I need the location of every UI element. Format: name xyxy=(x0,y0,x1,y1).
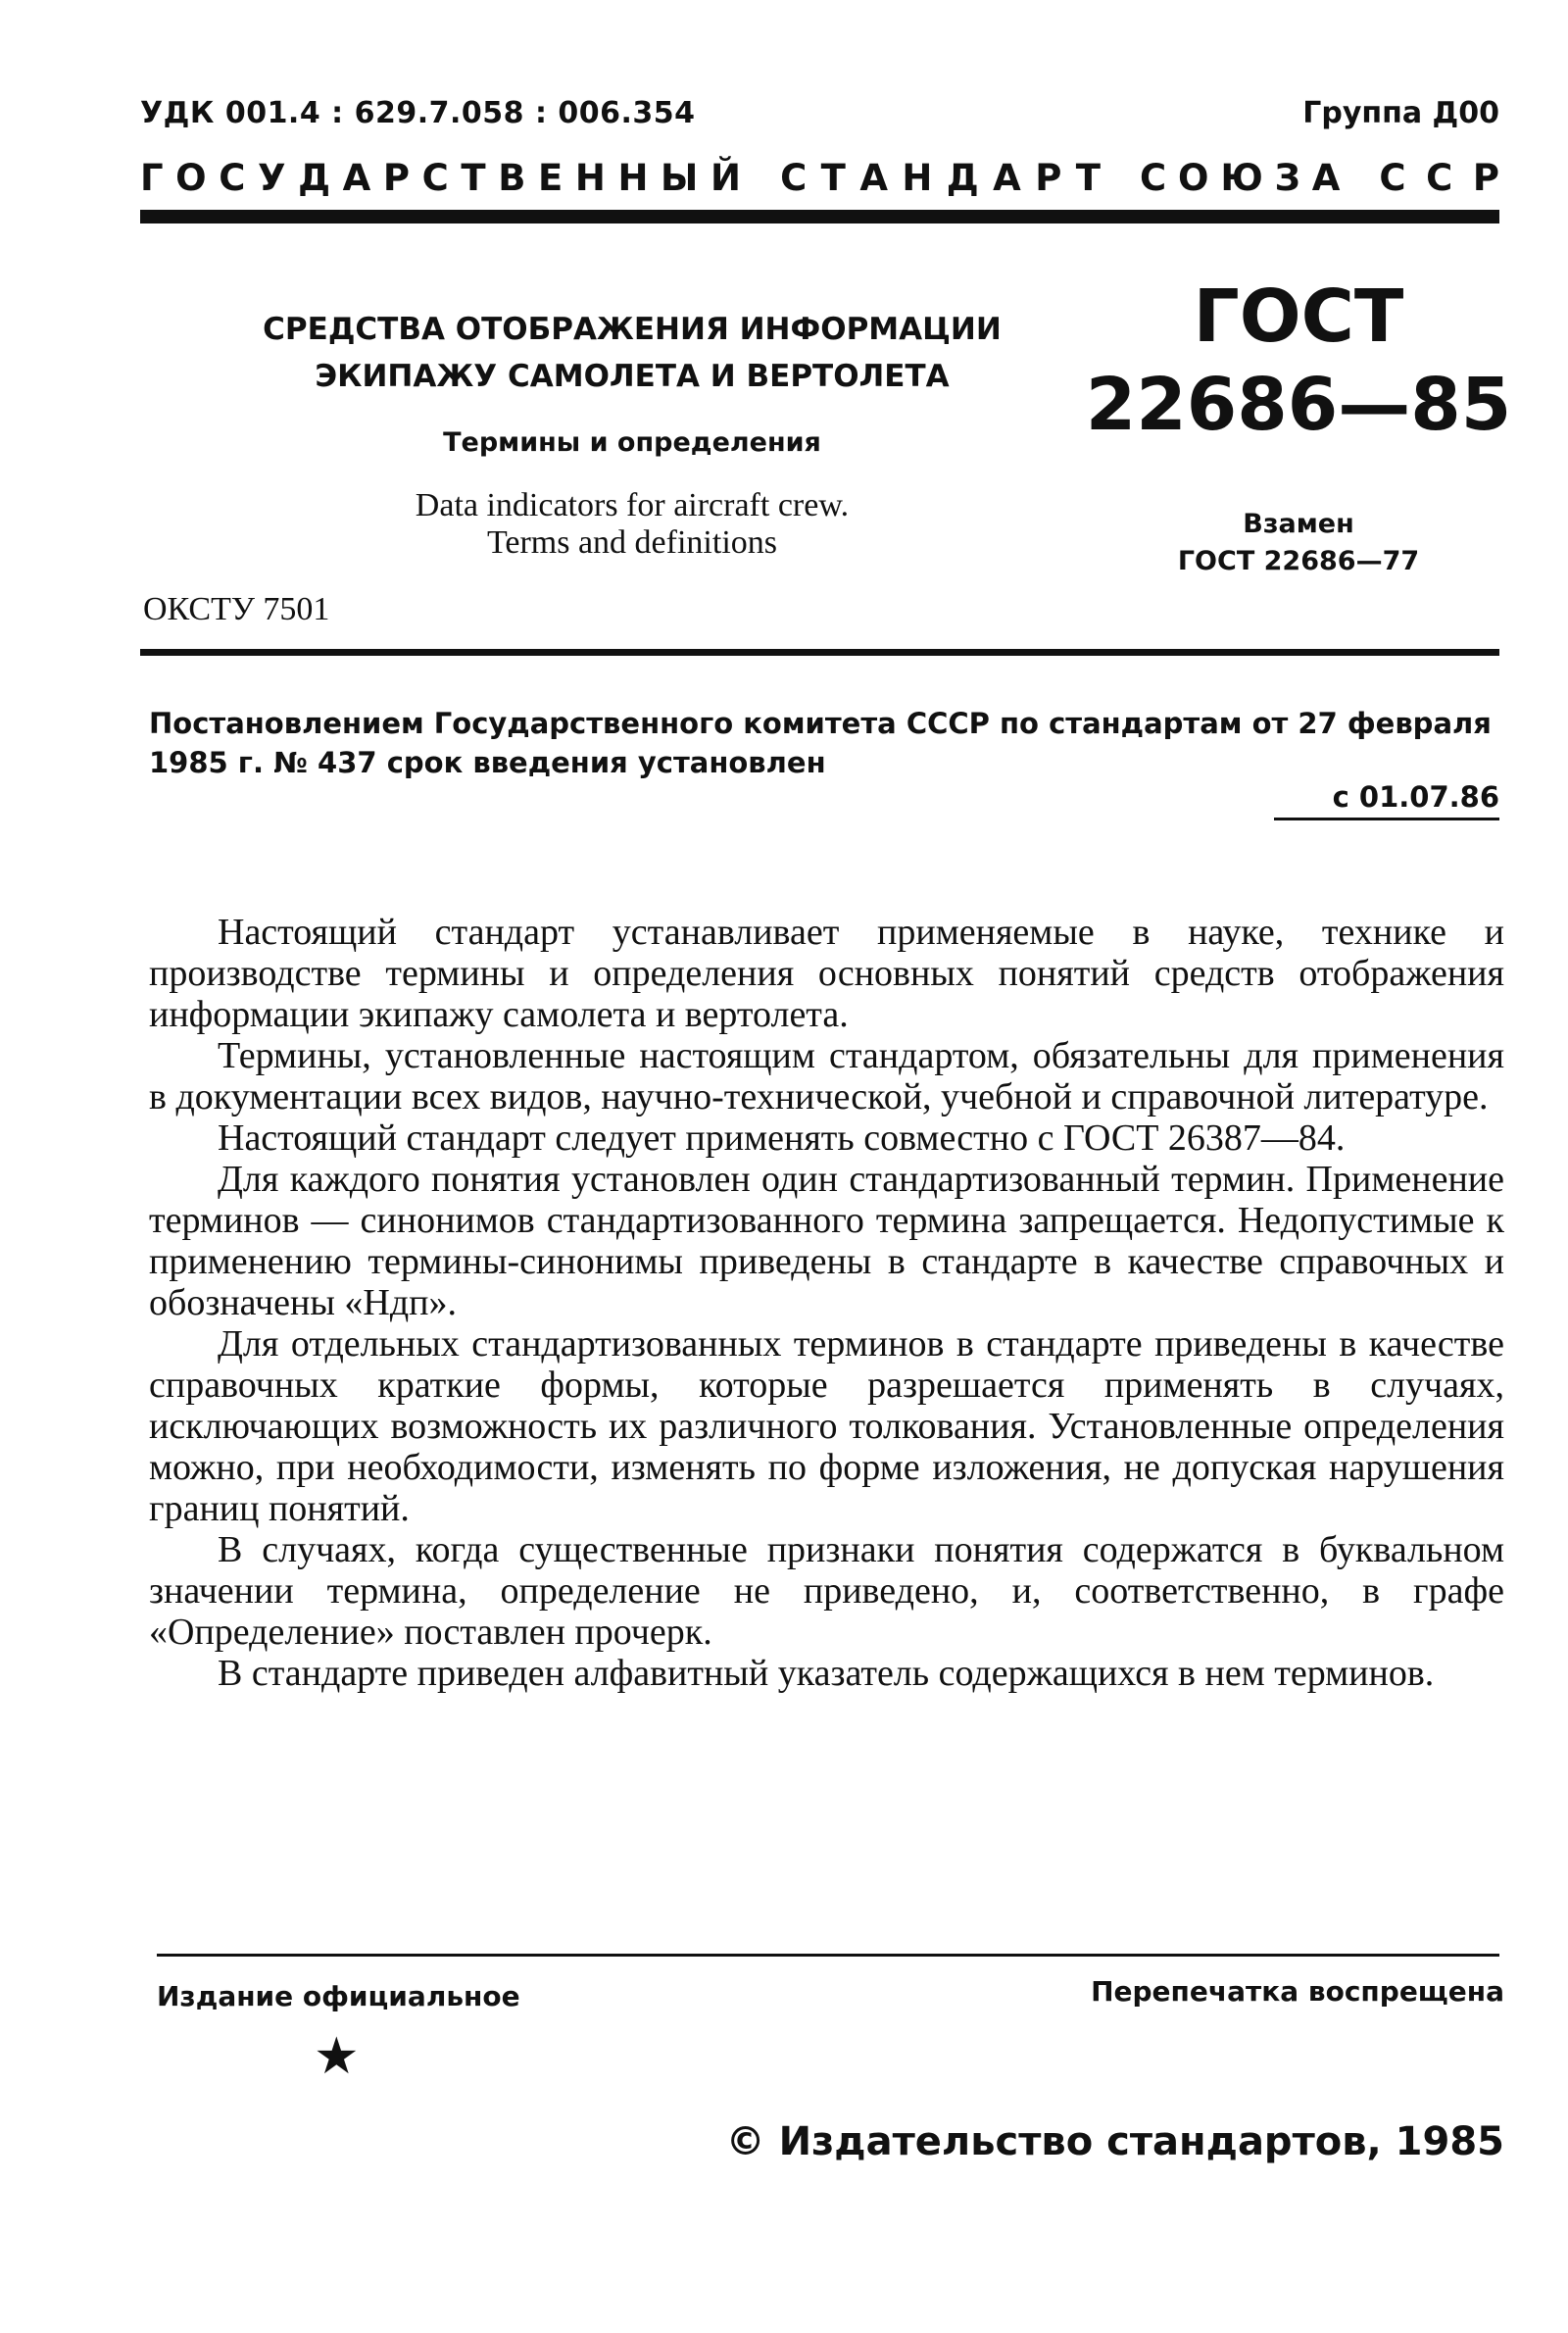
title-block xyxy=(225,306,1039,562)
decree-text: Постановлением Государственного комитета СССР по стандартам от 27 февраля 1985 г. № 437 срок введения установлен xyxy=(149,707,1492,779)
reprint-notice: Перепечатка воспрещена xyxy=(1091,1975,1504,2008)
paragraph: Настоящий стандарт устанавливает применяемые в науке, технике и производстве термины и определения основных понятий средств отображения информации экипажу самолета и вертолета. xyxy=(149,912,1504,1035)
standard-title-letter: Й xyxy=(710,157,741,199)
english-title-line-1: Data indicators for aircraft crew. xyxy=(415,487,850,523)
standard-title-letter: С xyxy=(421,157,449,199)
replaces-code: ГОСТ 22686—77 xyxy=(1177,546,1420,576)
paragraph: Для каждого понятия установлен один стандартизованный термин. Применение терминов — синонимов стандартизованного термина запрещается. Недопустимые к применению термины-синонимы приведены в стандарте в качестве справочных и обозначены «Ндп». xyxy=(149,1159,1504,1323)
paragraph: Настоящий стандарт следует применять совместно с ГОСТ 26387—84. xyxy=(218,1117,1346,1159)
standard-title-letter: С xyxy=(1379,157,1406,199)
footer-rule xyxy=(157,1954,1499,1957)
title-rule xyxy=(140,649,1499,656)
standard-title-letter: С xyxy=(1140,157,1167,199)
standard-title-word xyxy=(140,157,741,199)
standard-title-letter: С xyxy=(219,157,246,199)
replaces-label: Взамен xyxy=(1243,509,1354,539)
english-title xyxy=(225,487,1039,562)
gost-label: ГОСТ xyxy=(1193,274,1404,359)
edition-label: Издание официальное xyxy=(157,1980,520,2012)
standard-title-letter: А xyxy=(993,157,1021,199)
standard-title-word xyxy=(1379,157,1499,199)
standard-title-letter: Д xyxy=(298,157,331,199)
body-text xyxy=(149,912,1504,1694)
standard-title xyxy=(140,157,1499,199)
udk-code: УДК 001.4 : 629.7.058 : 006.354 xyxy=(140,96,696,130)
standard-title-letter: Н xyxy=(902,157,933,199)
standard-title-letter: Ы xyxy=(661,157,699,199)
standard-title-letter: Т xyxy=(461,157,486,199)
standard-title-letter: Т xyxy=(820,157,846,199)
effective-date: с 01.07.86 xyxy=(1274,780,1499,820)
gost-code xyxy=(1078,273,1519,449)
paragraph: В случаях, когда существенные признаки понятия содержатся в буквальном значении термина, определение не приведено, и, соответственно, в графе «Определение» поставлен прочерк. xyxy=(149,1529,1504,1653)
title-line-2: ЭКИПАЖУ САМОЛЕТА И ВЕРТОЛЕТА xyxy=(315,359,950,394)
standard-title-letter: Р xyxy=(1472,157,1499,199)
standard-title-letter: Ю xyxy=(1220,157,1263,199)
standard-title-letter: А xyxy=(859,157,888,199)
subtitle: Термины и определения xyxy=(443,427,821,458)
oksty-code: ОКСТУ 7501 xyxy=(143,591,330,627)
standard-title-letter: С xyxy=(780,157,808,199)
header-thick-rule xyxy=(140,210,1499,223)
english-title-line-2: Terms and definitions xyxy=(486,524,777,561)
standard-title-letter: С xyxy=(1426,157,1453,199)
standard-title-letter: В xyxy=(498,157,526,199)
standard-title-letter: Д xyxy=(946,157,979,199)
standard-title-letter: О xyxy=(175,157,207,199)
star-icon: ★ xyxy=(314,2029,360,2085)
copyright-notice: © Издательство стандартов, 1985 xyxy=(725,2119,1504,2164)
standard-title-letter: У xyxy=(257,157,286,199)
standard-title-letter: Н xyxy=(574,157,606,199)
standard-title-letter: Р xyxy=(382,157,411,199)
paragraph: Термины, установленные настоящим стандартом, обязательны для применения в документации всех видов, научно-технической, учебной и справочной литературе. xyxy=(149,1035,1504,1117)
standard-title-letter: Т xyxy=(1075,157,1101,199)
group-code: Группа Д00 xyxy=(1302,96,1499,130)
standard-title-word xyxy=(780,157,1101,199)
replaces-block xyxy=(1078,506,1519,580)
standard-title-letter: З xyxy=(1274,157,1300,199)
standard-title-letter: Г xyxy=(140,157,164,199)
standard-title-letter: А xyxy=(1311,157,1341,199)
standard-title-letter: Е xyxy=(538,157,564,199)
paragraph: В стандарте приведен алфавитный указатель содержащихся в нем терминов. xyxy=(218,1653,1435,1694)
paragraph: Для отдельных стандартизованных терминов в стандарте приведены в качестве справочных краткие формы, которые разрешается применять в случаях, исключающих возможность их различного толкования. Установленные определения можно, при необходимости, изменять по форме изложения, не допуская нарушения границ понятий. xyxy=(149,1323,1504,1529)
gost-number: 22686—85 xyxy=(1085,363,1512,447)
title-line-1: СРЕДСТВА ОТОБРАЖЕНИЯ ИНФОРМАЦИИ xyxy=(263,312,1002,347)
standard-title-letter: Р xyxy=(1035,157,1062,199)
standard-title-word xyxy=(1140,157,1340,199)
standard-title-letter: О xyxy=(1178,157,1209,199)
standard-title-letter: А xyxy=(342,157,371,199)
standard-title-letter: Н xyxy=(617,157,649,199)
